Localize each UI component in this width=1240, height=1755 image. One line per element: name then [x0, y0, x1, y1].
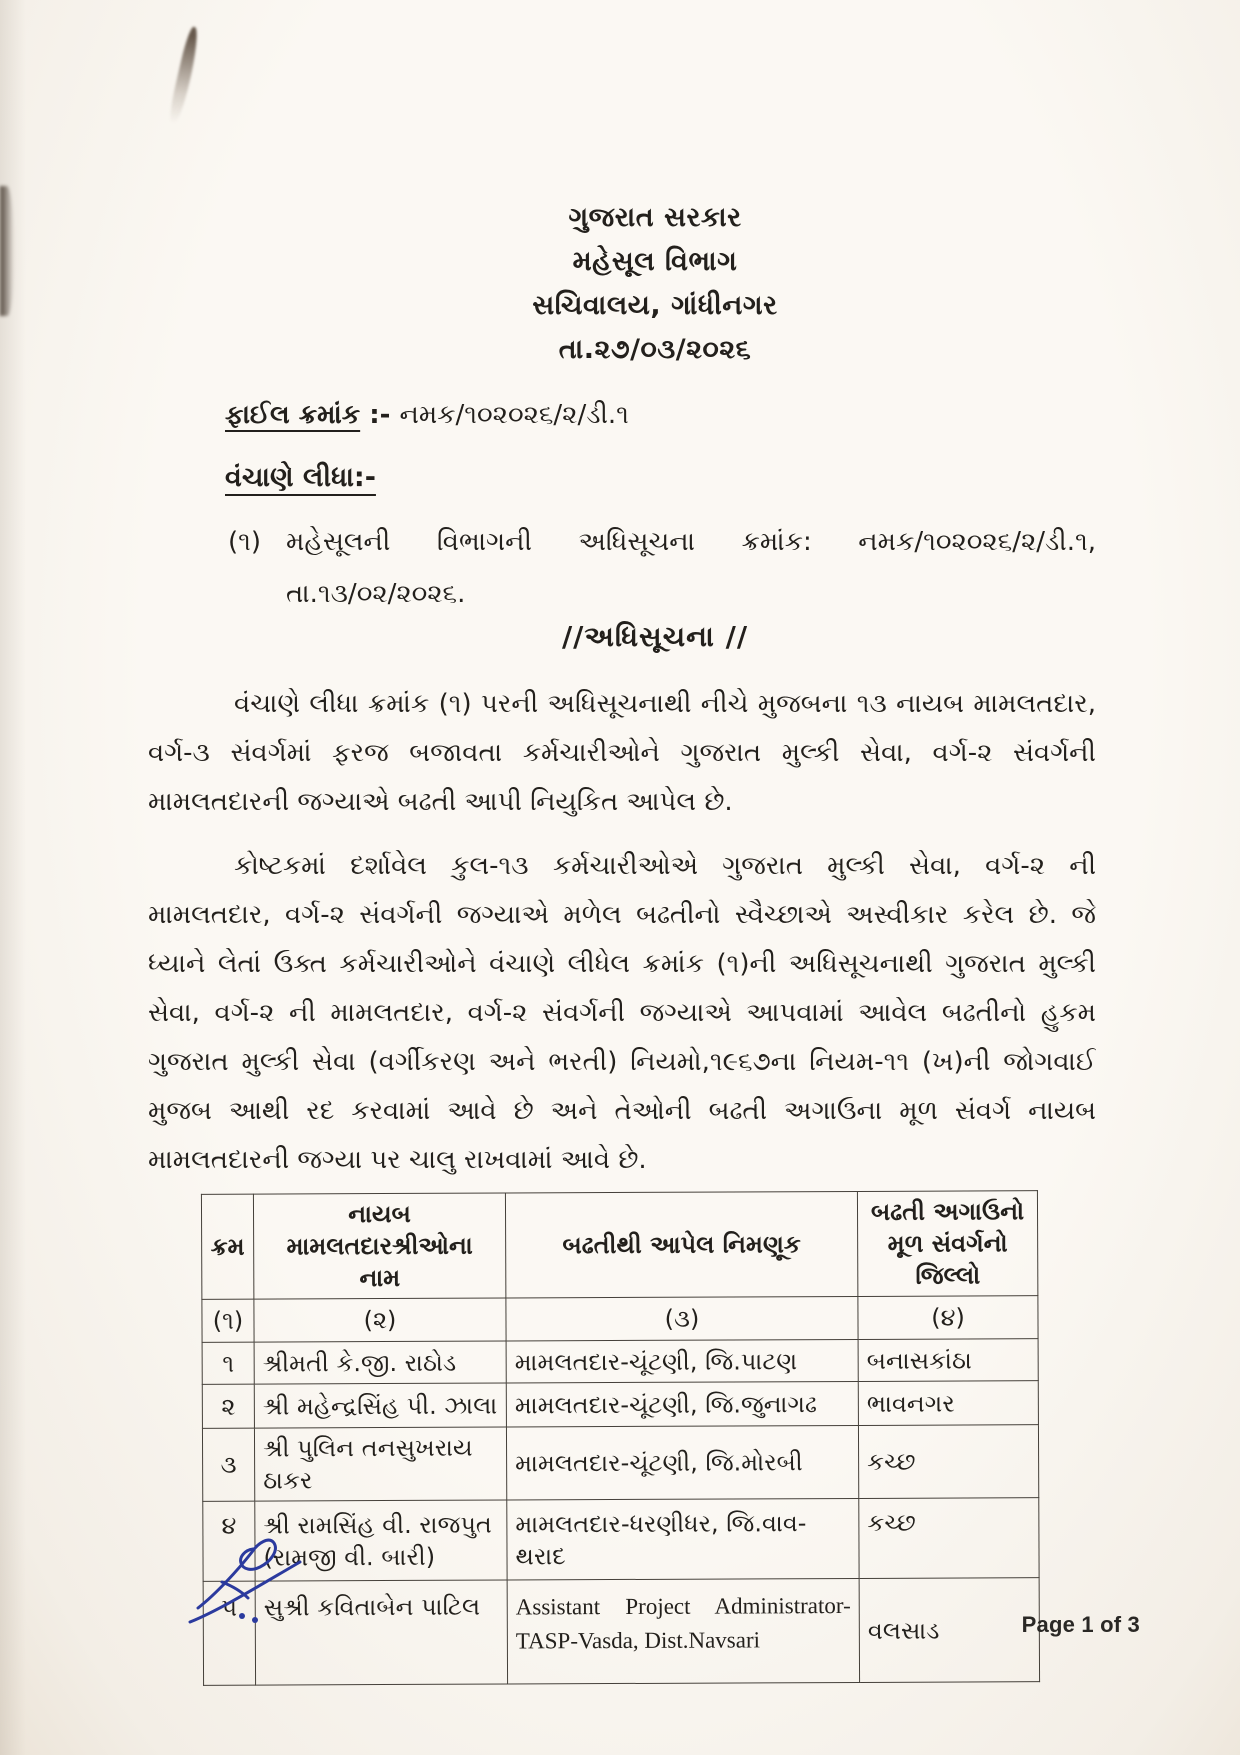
- read-item-text: [286, 516, 1096, 620]
- scan-blotch-artifact: [0, 186, 14, 316]
- file-number-separator: :-: [360, 400, 400, 430]
- table-row: [202, 1425, 1038, 1502]
- header-appointment: બઢતીથી આપેલ નિમણૂક: [505, 1191, 857, 1298]
- header-date: તા.૨૭/૦૩/૨૦૨૬: [558, 334, 752, 365]
- paragraph-2: કોષ્ટકમાં દર્શાવેલ કુલ-૧૩ કર્મચારીઓએ ગુજરાત મુલ્કી સેવા, વર્ગ-૨ ની મામલતદાર, વર્ગ-૨ સંવર્ગની જગ્યાએ મળેલ બઢતીનો સ્વૈચ્છાએ અસ્વીકાર કરેલ છે. જે ધ્યાને લેતાં ઉક્ત કર્મચારીઓને વંચાણે લીધેલ ક્રમાંક (૧)ની અધિસૂચનાથી ગુજરાત મુલ્કી સેવા, વર્ગ-૨ ની મામલતદાર, વર્ગ-૨ સંવર્ગની જગ્યાએ આપવામાં આવેલ બઢતીનો હુકમ ગુજરાત મુલ્કી સેવા (વર્ગીકરણ અને ભરતી) નિયમો,૧૯૬૭ના નિયમ-૧૧ (ખ)ની જોગવાઈ મુજબ આથી રદ કરવામાં આવે છે અને તેઓની બઢતી અગાઉના મૂળ સંવર્ગ નાયબ મામલતદારની જગ્યા પર ચાલુ રાખવામાં આવે છે.: [148, 851, 1096, 1175]
- col-number-3: (૩): [506, 1296, 858, 1341]
- table-row: [202, 1381, 1038, 1429]
- header-government: ગુજરાત સરકાર: [568, 202, 742, 233]
- header-department: મહેસૂલ વિભાગ: [572, 246, 738, 277]
- paragraph-1: વંચાણે લીધા ક્રમાંક (૧) પરની અધિસૂચનાથી નીચે મુજબના ૧૩ નાયબ મામલતદાર, વર્ગ-૩ સંવર્ગમાં ફરજ બજાવતા કર્મચારીઓને ગુજરાત મુલ્કી સેવા, વર્ગ-૨ સંવર્ગની મામલતદારની જગ્યાએ બઢતી આપી નિયુકિત આપેલ છે.: [148, 689, 1096, 817]
- header-district: બઢતી અગાઉનો મૂળ સંવર્ગનો જિલ્લો: [857, 1191, 1037, 1297]
- row2-appointment: મામલતદાર-ચૂંટણી, જિ.જુનાગઢ: [506, 1381, 858, 1427]
- row1-serial: ૧: [202, 1342, 254, 1384]
- table-header-row: [201, 1191, 1037, 1300]
- row1-appointment: મામલતદાર-ચૂંટણી, જિ.પાટણ: [506, 1339, 858, 1383]
- read-item-line2: તા.૧૩/૦૨/૨૦૨૬.: [286, 579, 466, 609]
- col-number-1: (૧): [202, 1299, 254, 1342]
- row2-district: ભાવનગર: [858, 1381, 1038, 1426]
- row5-serial: ૫: [203, 1581, 255, 1685]
- row5-district: વલસાડ: [859, 1578, 1039, 1683]
- header-serial: ક્રમ: [201, 1194, 253, 1299]
- promotion-table: [201, 1190, 1040, 1686]
- col-number-4: (૪): [858, 1296, 1038, 1340]
- read-heading: વંચાણે લીધા:-: [225, 462, 376, 493]
- document-header: [70, 196, 1240, 372]
- row4-district: કચ્છ: [859, 1498, 1039, 1579]
- row2-serial: ૨: [202, 1384, 254, 1428]
- table-row: [203, 1578, 1039, 1686]
- row3-serial: ૩: [202, 1428, 254, 1501]
- notification-heading: //અધિસૂચના //: [561, 620, 749, 653]
- table-row: [203, 1498, 1039, 1582]
- column-number-row: [202, 1296, 1038, 1343]
- row3-district: કચ્છ: [858, 1425, 1038, 1499]
- header-secretariat: સચિવાલય, ગાંધીનગર: [532, 290, 778, 321]
- file-number-line: [225, 400, 629, 431]
- handwritten-signature: [182, 1512, 322, 1632]
- read-item-1: [228, 516, 1096, 620]
- row4-serial: ૪: [203, 1501, 255, 1581]
- row3-appointment: મામલતદાર-ચૂંટણી, જિ.મોરબી: [506, 1425, 858, 1500]
- row1-name: શ્રીમતી કે.જી. રાઠોડ: [254, 1341, 506, 1384]
- row5-name: સુશ્રી કવિતાબેન પાટિલ: [255, 1580, 507, 1685]
- file-number-label: ફાઈલ ક્રમાંક: [225, 400, 361, 430]
- header-name: નાયબ મામલતદારશ્રીઓના નામ: [253, 1193, 505, 1299]
- read-item-number: (૧): [228, 527, 262, 557]
- read-item-line1: મહેસૂલની વિભાગની અધિસૂચના ક્રમાંક: નમક/૧૦૨૦૨૬/૨/ડી.૧,: [286, 527, 1096, 557]
- paper-fold-artifact: [167, 26, 202, 124]
- page-number-label: Page 1 of 3: [1021, 1612, 1140, 1637]
- table-row: [202, 1339, 1038, 1385]
- col-number-2: (૨): [254, 1298, 506, 1342]
- row4-name: શ્રી રામસિંહ વી. રાજપુત (રામજી વી. બારી): [255, 1500, 507, 1581]
- row5-appointment: Assistant Project Administrator- TASP-Vasda, Dist.Navsari: [507, 1578, 859, 1684]
- row1-district: બનાસકાંઠા: [858, 1339, 1038, 1382]
- row2-name: શ્રી મહેન્દ્રસિંહ પી. ઝાલા: [254, 1383, 506, 1428]
- row4-appointment: મામલતદાર-ધરણીધર, જિ.વાવ-થરાદ: [507, 1498, 859, 1580]
- row3-name: શ્રી પુલિન તનસુખરાય ઠાકર: [254, 1427, 506, 1501]
- file-number-value: નમક/૧૦૨૦૨૬/૨/ડી.૧: [399, 400, 629, 430]
